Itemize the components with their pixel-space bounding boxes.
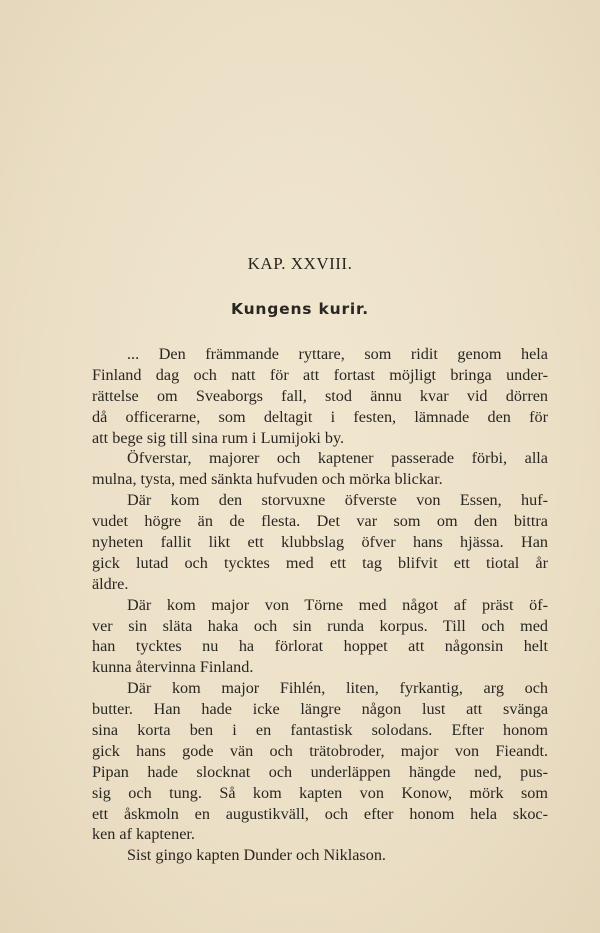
text-line: ett åskmoln en augustikväll, och efter honom hela skoc- xyxy=(92,804,548,823)
text-line: kunna återvinna Finland. xyxy=(92,658,254,677)
text-line: ver sin släta haka och sin runda korpus. Till och med xyxy=(92,616,548,635)
text-line: då officerarne, som deltagit i festen, lämnade den för xyxy=(92,407,548,426)
text-line: butter. Han hade icke längre någon lust att svänga xyxy=(92,700,548,719)
text-line: Där kom major Fihlén, liten, fyrkantig, arg och xyxy=(127,679,548,698)
text-line: att bege sig till sina rum i Lumijoki by. xyxy=(92,428,345,447)
text-line: han tycktes nu ha förlorat hoppet att någonsin helt xyxy=(92,637,548,656)
text-line: gick lutad och tycktes med ett tag blifvit ett tiotal år xyxy=(92,553,548,572)
text-line: rättelse om Sveaborgs fall, stod ännu kvar vid dörren xyxy=(92,386,548,405)
text-line: Finland dag och natt för att fortast möjligt bringa under- xyxy=(92,365,548,384)
text-line: sig och tung. Så kom kapten von Konow, mörk som xyxy=(92,783,548,802)
text-line: gick hans gode vän och trätobroder, major von Fieandt. xyxy=(92,741,548,760)
text-line: äldre. xyxy=(92,574,129,593)
text-line: Pipan hade slocknat och underläppen hängde ned, pus- xyxy=(92,762,548,781)
body-text xyxy=(92,344,548,866)
text-line: nyheten fallit likt ett klubbslag öfver hans hjässa. Han xyxy=(92,533,548,552)
text-line: vudet högre än de flesta. Det var som om den bittra xyxy=(92,512,548,531)
text-line: Öfverstar, majorer och kaptener passerade förbi, alla xyxy=(127,449,548,468)
text-line: ... Den främmande ryttare, som ridit genom hela xyxy=(127,345,548,363)
text-line: sina korta ben i en fantastisk solodans. Efter honom xyxy=(92,721,548,740)
chapter-title: Kungens kurir. xyxy=(231,300,369,318)
text-line: ken af kaptener. xyxy=(92,825,195,844)
text-line: Sist gingo kapten Dunder och Niklason. xyxy=(127,846,386,865)
text-line: mulna, tysta, med sänkta hufvuden och mörka blickar. xyxy=(92,470,443,489)
text-line: Där kom den storvuxne öfverste von Essen, huf- xyxy=(127,491,548,510)
text-line: Där kom major von Törne med något af präst öf- xyxy=(127,595,548,614)
chapter-heading: KAP. XXVIII. xyxy=(247,254,353,273)
